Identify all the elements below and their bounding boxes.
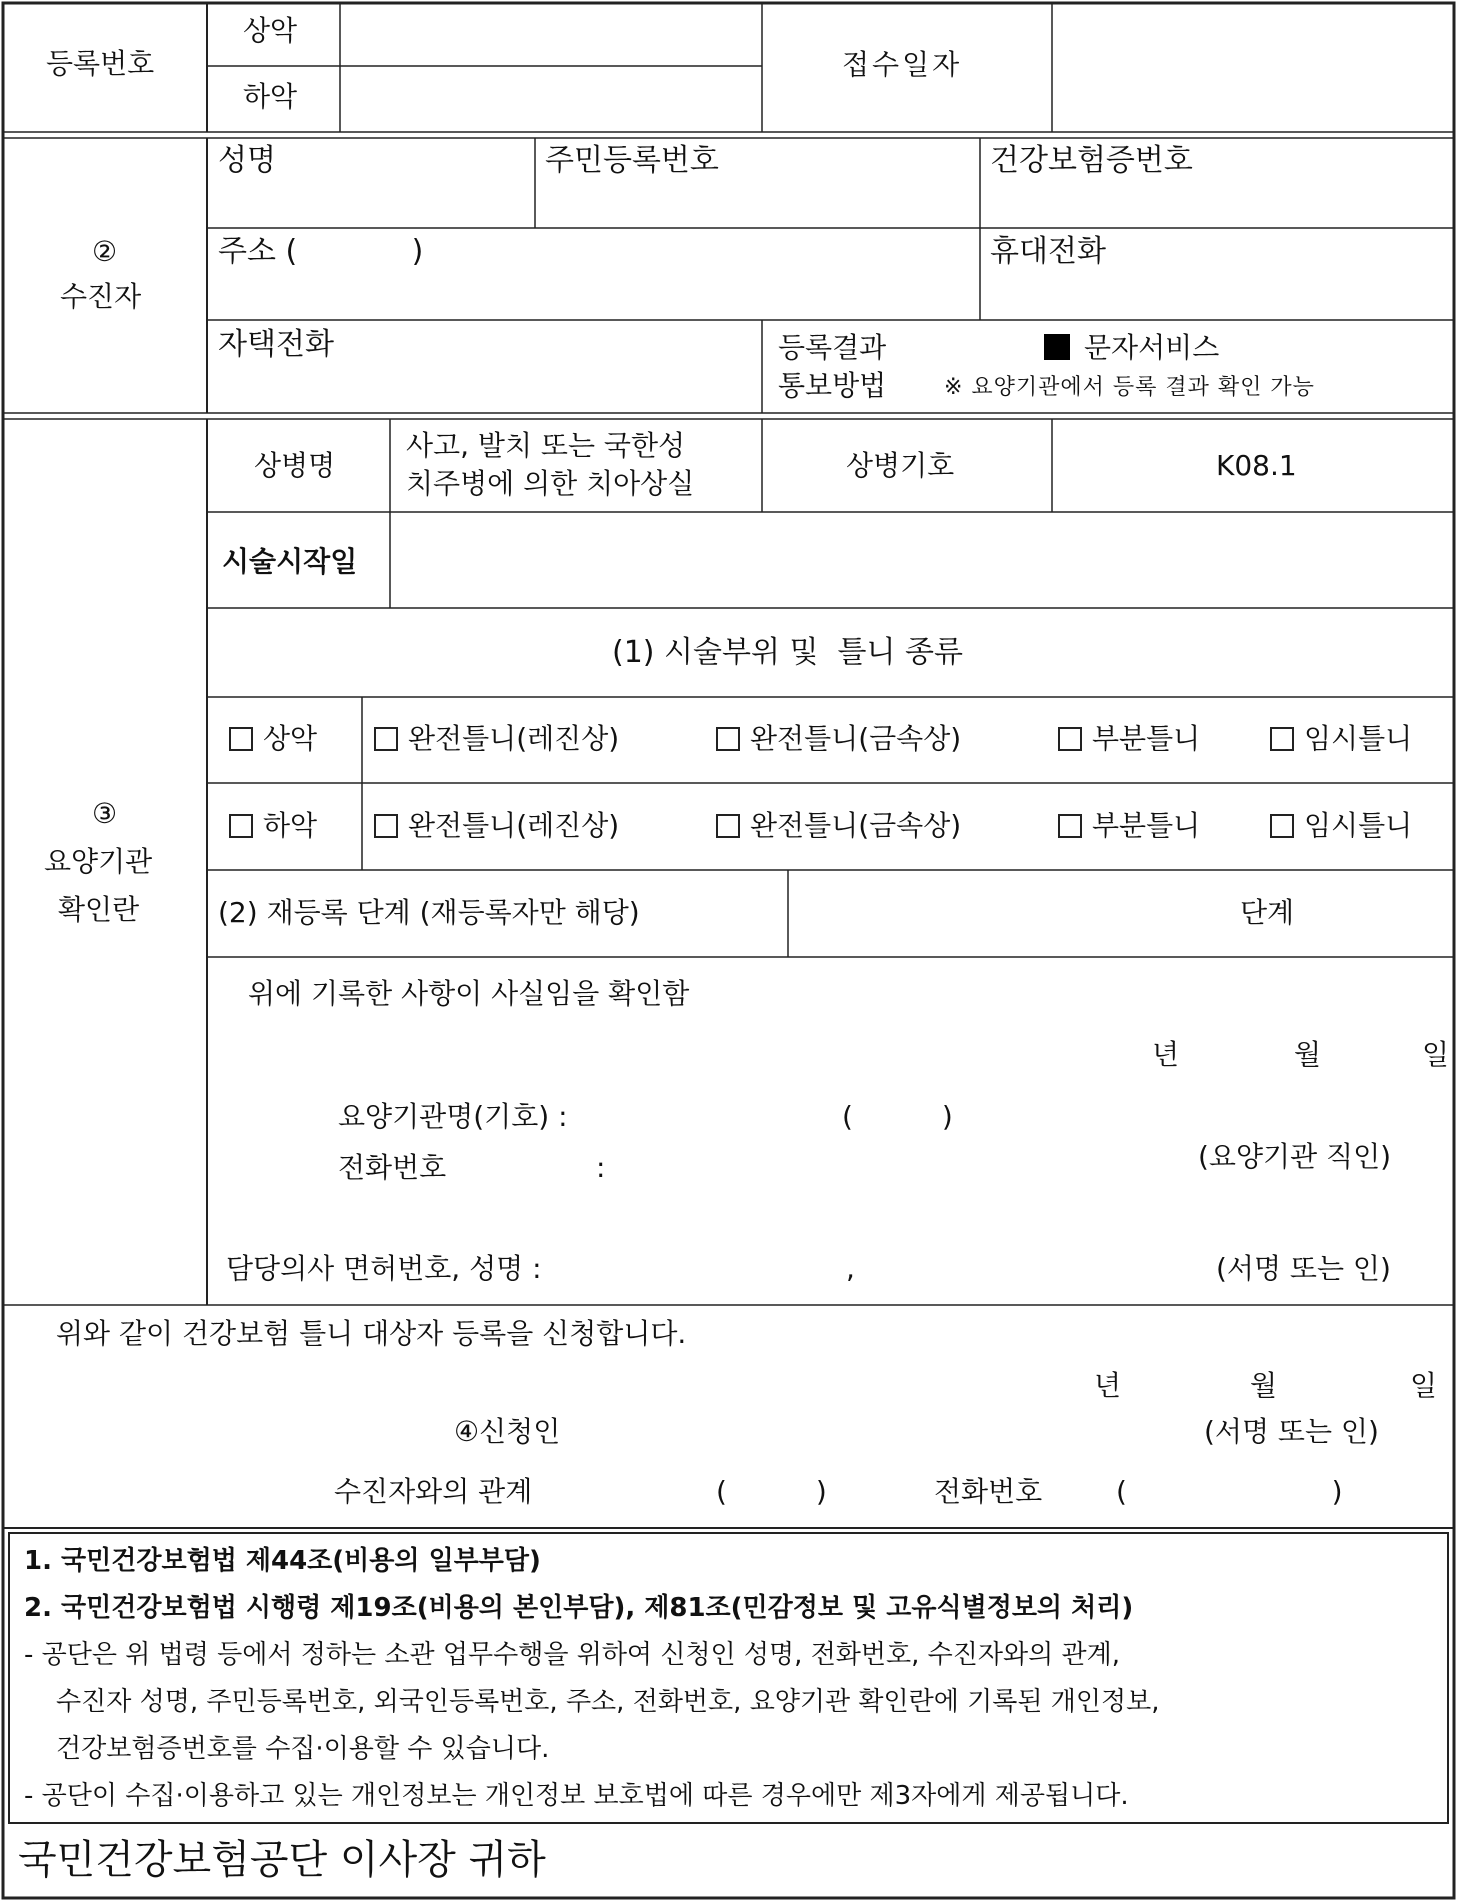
upper-jaw-checkbox[interactable] — [229, 722, 318, 755]
applicant-phone-paren: ( ) — [1116, 1475, 1343, 1508]
doctor-license-label: 담당의사 면허번호, 성명 : — [226, 1252, 542, 1285]
institution-phone-label: 전화번호 — [338, 1151, 447, 1184]
receipt-date-field[interactable] — [1054, 5, 1452, 130]
stage-label: 단계 — [1240, 896, 1295, 929]
option-label: 임시틀니 — [1304, 809, 1413, 842]
name-label: 성명 — [218, 143, 276, 178]
upper-option-partial[interactable] — [1058, 722, 1201, 755]
institution-seal-label: (요양기관 직인) — [1198, 1140, 1392, 1173]
lower-option-full-resin[interactable] — [374, 809, 620, 842]
confirm-date-month: 월 — [1294, 1038, 1322, 1071]
relation-label: 수진자와의 관계 — [334, 1475, 533, 1508]
sms-service-option[interactable] — [1044, 331, 1220, 364]
application-date-day: 일 — [1410, 1369, 1438, 1402]
legal-line-2: 2. 국민건강보험법 시행령 제19조(비용의 본인부담), 제81조(민감정보 및 고유식별정보의 처리) — [24, 1593, 1134, 1623]
notify-note: ※ 요양기관에서 등록 결과 확인 가능 — [944, 375, 1315, 400]
start-date-label: 시술시작일 — [222, 545, 358, 578]
option-label: 완전틀니(금속상) — [750, 722, 962, 755]
institution-name-label: 요양기관명(기호) : — [338, 1100, 568, 1133]
legal-line-6: - 공단이 수집·이용하고 있는 개인정보는 개인정보 보호법에 따른 경우에만 제3자에게 제공됩니다. — [24, 1781, 1129, 1811]
legal-line-1: 1. 국민건강보험법 제44조(비용의 일부부담) — [24, 1546, 541, 1576]
upper-option-full-metal[interactable] — [716, 722, 962, 755]
section2-title: (2) 재등록 단계 (재등록자만 해당) — [218, 896, 640, 929]
upper-jaw-option-label: 상악 — [263, 722, 318, 755]
checkbox-icon — [374, 814, 398, 838]
confirm-text: 위에 기록한 사항이 사실임을 확인함 — [248, 977, 690, 1010]
start-date-field[interactable] — [392, 514, 1452, 606]
option-label: 완전틀니(레진상) — [408, 809, 620, 842]
option-label: 완전틀니(레진상) — [408, 722, 620, 755]
legal-line-4: 수진자 성명, 주민등록번호, 외국인등록번호, 주소, 전화번호, 요양기관 확인란에 기록된 개인정보, — [56, 1687, 1160, 1717]
lower-option-temporary[interactable] — [1270, 809, 1413, 842]
lower-jaw-option-label: 하악 — [263, 809, 318, 842]
upper-option-temporary[interactable] — [1270, 722, 1413, 755]
checkbox-icon — [1058, 814, 1082, 838]
disease-name-line2: 치주병에 의한 치아상실 — [406, 467, 695, 500]
option-label: 임시틀니 — [1304, 722, 1413, 755]
legal-line-5: 건강보험증번호를 수집·이용할 수 있습니다. — [56, 1734, 550, 1764]
upper-option-full-resin[interactable] — [374, 722, 620, 755]
notify-method-label-line1: 등록결과 — [778, 331, 887, 364]
institution-phone-colon: : — [596, 1151, 606, 1184]
institution-number: ③ — [92, 797, 118, 830]
option-label: 부분틀니 — [1092, 809, 1201, 842]
lower-option-full-metal[interactable] — [716, 809, 962, 842]
mobile-phone-label: 휴대전화 — [990, 234, 1106, 269]
checkbox-icon — [374, 727, 398, 751]
checkbox-icon — [1058, 727, 1082, 751]
resident-number-label: 주민등록번호 — [545, 143, 719, 178]
institution-code-paren: ( ) — [842, 1100, 953, 1133]
home-phone-label: 자택전화 — [218, 327, 334, 362]
disease-code-value: K08.1 — [1216, 449, 1297, 482]
checkbox-icon — [229, 814, 253, 838]
doctor-sign-label: (서명 또는 인) — [1216, 1252, 1391, 1285]
lower-jaw-checkbox[interactable] — [229, 809, 318, 842]
checkbox-icon — [716, 727, 740, 751]
checkbox-icon — [716, 814, 740, 838]
application-statement: 위와 같이 건강보험 틀니 대상자 등록을 신청합니다. — [56, 1317, 687, 1350]
relation-paren: ( ) — [716, 1475, 827, 1508]
disease-code-label: 상병기호 — [846, 449, 955, 482]
receipt-date-label: 접수일자 — [842, 48, 963, 81]
section1-title: (1) 시술부위 및 틀니 종류 — [612, 635, 963, 670]
registration-number-label: 등록번호 — [46, 47, 155, 80]
doctor-comma: , — [846, 1252, 855, 1285]
applicant-phone-label: 전화번호 — [934, 1475, 1043, 1508]
institution-label-line2: 확인란 — [58, 893, 140, 926]
checkbox-icon — [229, 727, 253, 751]
checkbox-icon — [1270, 727, 1294, 751]
addressee: 국민건강보험공단 이사장 귀하 — [18, 1837, 546, 1883]
application-date-month: 월 — [1250, 1369, 1278, 1402]
legal-line-3: - 공단은 위 법령 등에서 정하는 소관 업무수행을 위하여 신청인 성명, 전화번호, 수진자와의 관계, — [24, 1640, 1121, 1670]
notify-method-label-line2: 통보방법 — [778, 369, 887, 402]
address-label: 주소 ( ) — [218, 234, 424, 269]
option-label: 완전틀니(금속상) — [750, 809, 962, 842]
lower-jaw-label: 하악 — [243, 80, 298, 113]
lower-registration-field[interactable] — [342, 68, 760, 130]
confirm-date-day: 일 — [1422, 1038, 1450, 1071]
disease-name-label: 상병명 — [254, 449, 336, 482]
applicant-sign-label: (서명 또는 인) — [1204, 1415, 1379, 1448]
application-date-year: 년 — [1094, 1369, 1122, 1402]
sms-service-label: 문자서비스 — [1084, 331, 1220, 364]
institution-label-line1: 요양기관 — [44, 845, 153, 878]
option-label: 부분틀니 — [1092, 722, 1201, 755]
filled-checkbox-icon — [1044, 334, 1070, 360]
checkbox-icon — [1270, 814, 1294, 838]
applicant-label: ④신청인 — [454, 1415, 561, 1448]
recipient-number: ② — [92, 235, 118, 268]
insurance-number-label: 건강보험증번호 — [990, 143, 1193, 178]
upper-registration-field[interactable] — [342, 5, 760, 64]
disease-name-line1: 사고, 발치 또는 국한성 — [406, 429, 686, 462]
confirm-date-year: 년 — [1152, 1038, 1180, 1071]
lower-option-partial[interactable] — [1058, 809, 1201, 842]
recipient-label: 수진자 — [60, 280, 142, 313]
upper-jaw-label: 상악 — [243, 14, 298, 47]
